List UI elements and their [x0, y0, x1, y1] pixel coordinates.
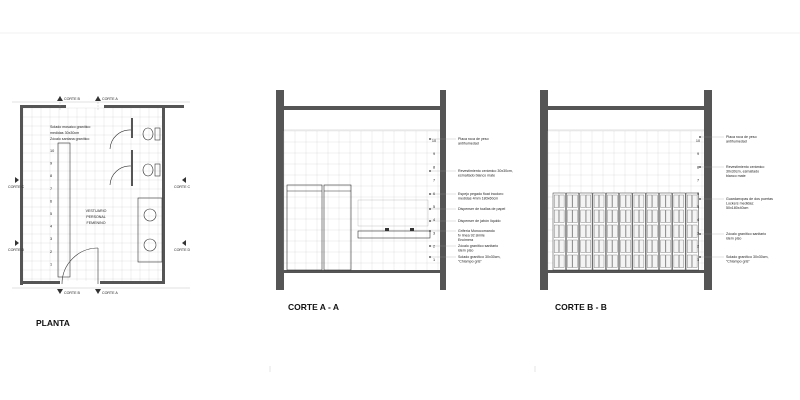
faucet-icon [410, 228, 414, 231]
locker-door [653, 210, 658, 223]
note-text: medidas 4mm 180x60cm [458, 196, 499, 201]
plan-floor-tiles [23, 108, 162, 281]
locker-door [621, 195, 626, 208]
level-number: 1 [696, 257, 700, 262]
section-b-b [540, 90, 773, 312]
plan-section-arrow-icon [57, 289, 63, 294]
plan-wall-left [20, 105, 23, 285]
floor-plan [8, 96, 191, 328]
level-number: 5 [432, 205, 436, 209]
locker-door [554, 195, 559, 208]
note-text: Dispenser de jabón líquido [458, 219, 501, 223]
note-text: "Chiampo gris" [458, 259, 482, 264]
locker-door [568, 225, 573, 238]
plan-wall-top-left [20, 105, 66, 108]
plan-note-1: Solado mosaico granítico [50, 125, 91, 129]
leader-dot-icon [429, 256, 431, 258]
locker-door [626, 240, 631, 253]
locker-door [568, 240, 573, 253]
locker-door [560, 210, 565, 223]
section-a-title: CORTE A - A [288, 302, 339, 312]
note-text: Zócalo granítico sanitario [726, 232, 767, 236]
plan-section-mark-top-b: CORTE A [102, 97, 118, 101]
locker-door [626, 255, 631, 268]
locker-door [581, 240, 586, 253]
locker-door [613, 240, 618, 253]
level-number: 8 [432, 165, 436, 170]
level-number: 6 [432, 191, 436, 196]
locker-door [613, 210, 618, 223]
plan-toilet [143, 128, 153, 140]
note-text: esmaltado blanco mate [458, 173, 496, 178]
locker-door [679, 240, 684, 253]
locker-door [554, 210, 559, 223]
locker-door [687, 255, 692, 268]
locker-door [647, 210, 652, 223]
section-b-wall-right [704, 90, 712, 290]
leader-dot-icon [429, 220, 431, 222]
section-a-ceiling-slab [276, 106, 446, 110]
note-text: idem piso [726, 236, 742, 241]
leader-dot-icon [699, 256, 701, 258]
plan-section-mark-top-a: CORTE B [64, 97, 80, 101]
locker-door [647, 225, 652, 238]
leader-dot-icon [696, 165, 701, 170]
locker-door [554, 225, 559, 238]
locker-door [586, 225, 591, 238]
plan-section-mark-right-d: CORTE D [174, 248, 191, 252]
note-text: Encimera [458, 238, 474, 243]
plan-locker-number: 1 [50, 262, 53, 267]
plan-entry-door [62, 248, 98, 284]
locker-door [568, 255, 573, 268]
locker-door [661, 210, 666, 223]
locker-door [573, 225, 578, 238]
level-number: 7 [696, 178, 700, 183]
locker-door [581, 195, 586, 208]
locker-door [613, 195, 618, 208]
locker-door [626, 210, 631, 223]
locker-door [666, 210, 671, 223]
plan-locker-number: 8 [50, 174, 53, 179]
plan-section-mark-bottom-a: CORTE B [64, 291, 80, 295]
note-text: Placa roca de yeso [726, 135, 757, 139]
locker-door [634, 255, 639, 268]
plan-title: PLANTA [36, 318, 70, 328]
level-number: 1 [432, 257, 436, 262]
leader-dot-icon [699, 136, 701, 138]
note-text: Solado granítico 30x30cm, [458, 255, 501, 259]
note-text: Zócalo granítico sanitario [458, 244, 499, 248]
note-text: Dispenser de toallas de papel [458, 207, 506, 211]
note-text: Lockers medidas: [726, 201, 755, 206]
locker-door [594, 240, 599, 253]
plan-section-arrow-icon [15, 240, 19, 246]
locker-door [560, 255, 565, 268]
plan-note-3: Zócalo santana granítico [50, 137, 90, 141]
note-text: Guardarropas de dos puertas [726, 197, 773, 201]
locker-door [653, 240, 658, 253]
plan-toilet-tank [155, 128, 160, 140]
level-number: 2 [432, 244, 436, 249]
plan-section-mark-left-d: CORTE D [8, 248, 25, 252]
plan-locker-number: 7 [50, 186, 53, 191]
locker-door [586, 195, 591, 208]
plan-section-arrow-icon [95, 289, 101, 294]
locker-door [594, 225, 599, 238]
locker-door [621, 210, 626, 223]
locker-door [560, 225, 565, 238]
locker-door [674, 240, 679, 253]
section-b-title: CORTE B - B [555, 302, 607, 312]
locker-door [581, 255, 586, 268]
plan-room-label-1: VESTUARIO [85, 209, 107, 213]
leader-dot-icon [429, 138, 431, 140]
plan-section-mark-bottom-b: CORTE A [102, 291, 118, 295]
plan-wall-bottom-right [100, 281, 165, 284]
locker-door [626, 195, 631, 208]
locker-door [687, 210, 692, 223]
leader-dot-icon [429, 245, 431, 247]
note-text: antihumedad [726, 139, 747, 144]
note-text: 50x180x40cm [726, 206, 749, 211]
locker-door [661, 195, 666, 208]
section-a-wall-left [276, 130, 284, 290]
locker-door [607, 225, 612, 238]
plan-wall-right [162, 108, 165, 284]
locker-door [607, 240, 612, 253]
locker-door [599, 195, 604, 208]
locker-door [599, 240, 604, 253]
plan-toilet [143, 164, 153, 176]
level-number: 3 [696, 231, 700, 236]
leader-dot-icon [429, 230, 431, 232]
section-b-lockers [553, 193, 699, 270]
plan-locker-number: 10 [50, 149, 55, 153]
locker-door [679, 255, 684, 268]
locker-door [607, 210, 612, 223]
locker-door [634, 240, 639, 253]
plan-room-label-2: PERSONAL [86, 215, 106, 219]
locker-door [647, 195, 652, 208]
locker-door [621, 240, 626, 253]
locker-door [581, 210, 586, 223]
note-text: Revestimiento cerámico 30x30cm, [458, 169, 513, 173]
locker-door [639, 195, 644, 208]
locker-door [594, 210, 599, 223]
level-number: 9 [696, 152, 700, 157]
locker-door [661, 225, 666, 238]
locker-door [674, 225, 679, 238]
plan-locker-number: 3 [50, 237, 53, 242]
note-text: Espejo pegado float incoloro [458, 192, 504, 196]
level-number: 4 [696, 218, 700, 223]
locker-door [621, 255, 626, 268]
leader-dot-icon [429, 193, 431, 195]
note-text: blanco mate [726, 174, 746, 179]
plan-locker-numbers [50, 149, 54, 266]
locker-door [554, 240, 559, 253]
level-number: 10 [695, 139, 701, 143]
locker-door [639, 210, 644, 223]
locker-door [599, 225, 604, 238]
plan-section-arrow-icon [15, 177, 19, 183]
locker-door [674, 255, 679, 268]
leader-dot-icon [699, 198, 701, 200]
plan-locker-number: 6 [50, 199, 53, 204]
plan-room-label-3: FEMENINO [86, 221, 106, 225]
locker-door [613, 225, 618, 238]
note-text: Grifería Monocomando [458, 229, 495, 233]
locker-door [679, 210, 684, 223]
locker-door [666, 195, 671, 208]
section-a-floor-slab [276, 270, 446, 273]
locker-door [560, 195, 565, 208]
section-a-wall-right [440, 90, 446, 290]
locker-door [613, 255, 618, 268]
section-a-level-numbers [432, 139, 436, 262]
locker-door [599, 255, 604, 268]
locker-door [573, 255, 578, 268]
locker-door [647, 240, 652, 253]
plan-section-arrow-icon [182, 240, 186, 246]
section-a-stall [287, 185, 322, 270]
plan-lockers [58, 143, 70, 277]
plan-toilet-tank [155, 164, 160, 176]
locker-door [666, 255, 671, 268]
locker-door [639, 240, 644, 253]
level-number: 4 [432, 218, 436, 223]
locker-door [621, 225, 626, 238]
level-number: 6 [696, 191, 700, 196]
locker-door [607, 255, 612, 268]
locker-door [554, 255, 559, 268]
note-text: 30x30cm, esmaltado [726, 169, 760, 174]
locker-door [594, 195, 599, 208]
plan-note-2: medidas 30x30cm [50, 131, 80, 135]
locker-door [687, 225, 692, 238]
section-a-mirror [358, 200, 428, 226]
level-number: 9 [432, 152, 436, 157]
plan-section-arrow-icon [95, 96, 101, 101]
plan-locker-number: 5 [50, 212, 53, 216]
level-number: 7 [432, 178, 436, 183]
locker-door [687, 195, 692, 208]
plan-locker-number: 2 [50, 249, 53, 254]
locker-door [634, 225, 639, 238]
locker-door [666, 240, 671, 253]
locker-door [586, 240, 591, 253]
level-number: 2 [696, 244, 700, 249]
locker-door [586, 210, 591, 223]
section-b-wall-left [540, 130, 548, 290]
plan-section-mark-left-c: CORTE C [8, 185, 25, 189]
locker-door [634, 195, 639, 208]
locker-door [599, 210, 604, 223]
locker-door [607, 195, 612, 208]
locker-door [639, 225, 644, 238]
level-number: 3 [432, 231, 436, 236]
leader-dot-icon [429, 208, 431, 210]
note-text: "Chiampo gris" [726, 259, 750, 264]
plan-locker-number: 4 [50, 224, 53, 229]
locker-door [687, 240, 692, 253]
locker-door [661, 255, 666, 268]
note-text: Revestimiento cerámico [726, 165, 765, 169]
plan-wall-bottom-left [20, 281, 60, 284]
locker-door [568, 210, 573, 223]
plan-stall-partition [131, 150, 133, 186]
level-number: 5 [696, 205, 700, 209]
locker-door [647, 255, 652, 268]
plan-section-arrow-icon [57, 96, 63, 101]
locker-door [581, 225, 586, 238]
locker-door [594, 255, 599, 268]
level-number: 10 [431, 139, 437, 143]
plan-section-arrow-icon [182, 177, 186, 183]
locker-door [674, 210, 679, 223]
level-number: 8 [696, 165, 700, 170]
plan-stall-partition [131, 118, 133, 138]
note-text: Solado granítico 30x30cm, [726, 255, 769, 259]
plan-section-mark-right-c: CORTE C [174, 185, 191, 189]
locker-door [653, 195, 658, 208]
locker-door [653, 255, 658, 268]
section-b-floor-slab [540, 270, 712, 273]
section-b-ceiling-slab [540, 106, 712, 110]
locker-door [639, 255, 644, 268]
locker-door [674, 195, 679, 208]
locker-door [634, 210, 639, 223]
locker-door [573, 195, 578, 208]
locker-door [666, 225, 671, 238]
note-text: antihumedad [458, 141, 479, 146]
locker-door [679, 225, 684, 238]
plan-vanity-counter [138, 198, 162, 262]
locker-door [573, 240, 578, 253]
leader-dot-icon [696, 231, 701, 236]
section-a-wall-tiles [284, 131, 440, 270]
note-text: idem piso [458, 248, 474, 253]
locker-door [626, 225, 631, 238]
locker-door [679, 195, 684, 208]
faucet-icon [385, 228, 389, 231]
plan-locker-number: 9 [50, 161, 53, 166]
locker-door [661, 240, 666, 253]
locker-door [560, 240, 565, 253]
locker-door [568, 195, 573, 208]
note-text: Placa roca de yeso [458, 137, 489, 141]
note-text: fv línea 92 simile [458, 233, 485, 238]
locker-door [573, 210, 578, 223]
locker-door [653, 225, 658, 238]
plan-wall-top-right [104, 105, 184, 108]
plan-basin [144, 239, 156, 251]
plan-basin [144, 209, 156, 221]
section-a-a [276, 90, 513, 312]
leader-dot-icon [429, 170, 431, 172]
locker-door [586, 255, 591, 268]
